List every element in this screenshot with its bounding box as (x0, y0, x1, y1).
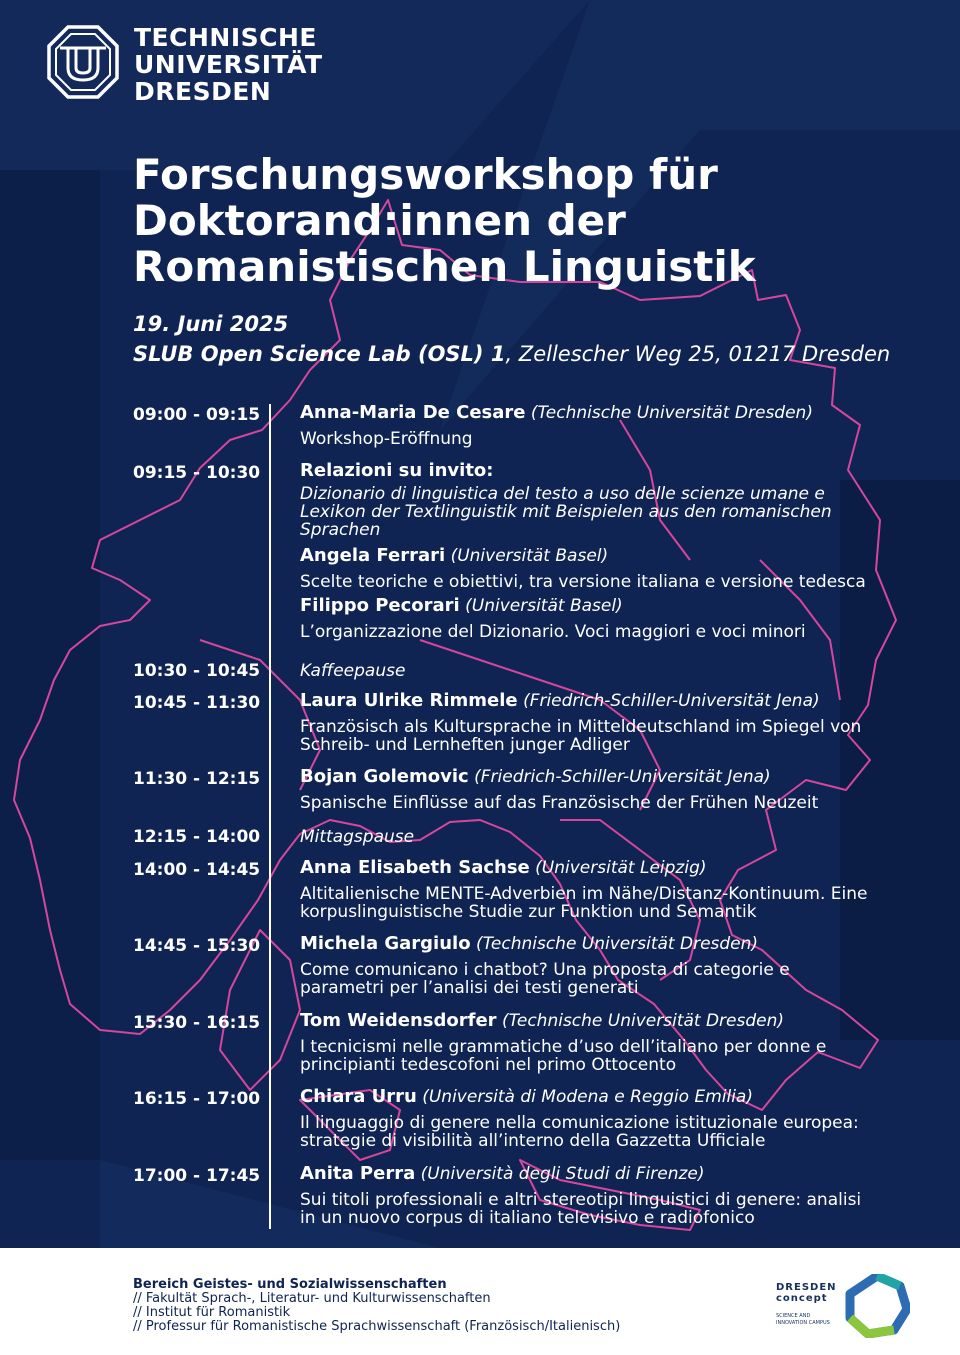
venue-address: , Zellescher Weg 25, 01217 Dresden (505, 342, 891, 366)
speaker-name: Anna Elisabeth Sachse (300, 857, 530, 878)
break-label: Kaffeepause (300, 661, 406, 681)
talk-title: Sui titoli professionali e altri stereotipi linguistici di genere: analisi in un nuovo corpus di italiano televisivo e radiofonico (300, 1190, 862, 1228)
slot-content (300, 462, 870, 641)
faculty-line: Bereich Geistes- und Sozialwissenschaften (133, 1277, 447, 1292)
slot-time: 10:30 - 10:45 (133, 661, 261, 681)
logo-line: DRESDEN (134, 77, 272, 106)
talk-title: Come comunicano i chatbot? Una proposta di categorie e parametri per l’analisi dei testi generati (300, 960, 790, 998)
page-title (133, 152, 913, 290)
partner-name-line: concept (776, 1293, 828, 1304)
faculty-line: // Professur für Romanistische Sprachwissenschaft (Französisch/Italienisch) (133, 1319, 621, 1334)
speaker-institution: (Friedrich-Schiller-Universität Jena) (523, 691, 820, 711)
speaker-name: Tom Weidensdorfer (300, 1010, 497, 1031)
university-name (134, 24, 323, 105)
faculty-line: // Institut für Romanistik (133, 1305, 291, 1320)
footer (0, 1248, 960, 1355)
slot-time: 09:15 - 10:30 (133, 463, 261, 483)
slot-content (300, 404, 870, 448)
slot-time: 14:00 - 14:45 (133, 860, 261, 880)
slot-content (300, 859, 870, 921)
slot-content (300, 828, 870, 846)
slot-content (300, 768, 870, 812)
speaker-institution: (Universität Basel) (465, 596, 623, 616)
slot-time: 12:15 - 14:00 (133, 827, 261, 847)
speaker-institution: (Technische Universität Dresden) (501, 1011, 785, 1031)
slot-time: 15:30 - 16:15 (133, 1013, 261, 1033)
event-date: 19. Juni 2025 (133, 312, 289, 336)
faculty-line: // Fakultät Sprach-, Literatur- und Kulturwissenschaften (133, 1291, 491, 1306)
speaker-name: Filippo Pecorari (300, 595, 460, 616)
venue-name: SLUB Open Science Lab (OSL) 1 (133, 342, 506, 366)
talk-title: Altitalienische MENTE-Adverbien im Nähe/Distanz-Kontinuum. Eine korpuslinguistische Studie zur Funktion und Semantik (300, 884, 868, 922)
talk-title: Il linguaggio di genere nella comunicazione istituzionale europea: strategie di visibilità all’interno della Gazzetta Ufficiale (300, 1113, 859, 1151)
slot-content (300, 1012, 870, 1074)
title-line: Doktorand:innen der (133, 196, 626, 245)
partner-name (776, 1282, 837, 1304)
partner-name-line: DRESDEN (776, 1282, 837, 1293)
tu-dresden-emblem-icon (46, 24, 120, 100)
event-venue (133, 340, 890, 368)
talk-title: Workshop-Eröffnung (300, 429, 473, 449)
tu-dresden-logo (46, 24, 323, 105)
talk-title: Scelte teoriche e obiettivi, tra versione italiana e versione tedesca (300, 572, 866, 592)
dresden-concept-emblem-icon (844, 1274, 910, 1338)
slot-time: 10:45 - 11:30 (133, 693, 261, 713)
slot-time: 09:00 - 09:15 (133, 405, 261, 425)
timeline-divider (269, 404, 271, 1229)
speaker-name: Anna-Maria De Cesare (300, 402, 526, 423)
partner-subtitle (776, 1313, 830, 1327)
speaker-institution: (Università di Modena e Reggio Emilia) (422, 1087, 753, 1107)
slot-content (300, 692, 870, 754)
speaker-name: Laura Ulrike Rimmele (300, 690, 518, 711)
slot-time: 16:15 - 17:00 (133, 1089, 261, 1109)
session-heading: Relazioni su invito: (300, 460, 494, 481)
slot-time: 11:30 - 12:15 (133, 769, 261, 789)
slot-content (300, 1088, 870, 1150)
title-line: Romanistischen Linguistik (133, 242, 756, 291)
faculty-info (133, 1278, 620, 1334)
talk-title: Französisch als Kultursprache in Mitteldeutschland im Spiegel von Schreib- und Lernheften junger Adliger (300, 717, 862, 755)
session-subtitle: Dizionario di linguistica del testo a uso delle scienze umane e Lexikon der Textlinguistik mit Beispielen aus den romanischen Sprachen (300, 484, 832, 540)
speaker-institution: (Universität Basel) (450, 546, 609, 566)
speaker-institution: (Università degli Studi di Firenze) (420, 1164, 705, 1184)
partner-sub-line: INNOVATION CAMPUS (776, 1320, 830, 1326)
speaker-name: Michela Gargiulo (300, 933, 471, 954)
speaker-institution: (Universität Leipzig) (535, 858, 707, 878)
talk-title: L’organizzazione del Dizionario. Voci maggiori e voci minori (300, 622, 806, 642)
slot-content (300, 935, 870, 997)
logo-line: UNIVERSITÄT (134, 50, 323, 79)
dresden-concept-logo (776, 1274, 936, 1338)
break-label: Mittagspause (300, 827, 415, 847)
title-line: Forschungsworkshop für (133, 150, 718, 199)
slot-time: 14:45 - 15:30 (133, 936, 261, 956)
slot-content (300, 662, 870, 680)
talk-title: I tecnicismi nelle grammatiche d’uso dell’italiano per donne e principianti tedescofoni nel primo Ottocento (300, 1037, 827, 1075)
speaker-institution: (Friedrich-Schiller-Universität Jena) (474, 767, 771, 787)
speaker-name: Angela Ferrari (300, 545, 446, 566)
speaker-name: Bojan Golemovic (300, 766, 469, 787)
speaker-name: Chiara Urru (300, 1086, 417, 1107)
logo-line: TECHNISCHE (134, 23, 317, 52)
speaker-institution: (Technische Universität Dresden) (475, 934, 759, 954)
speaker-name: Anita Perra (300, 1163, 416, 1184)
partner-sub-line: SCIENCE AND (776, 1313, 811, 1319)
speaker-institution: (Technische Universität Dresden) (530, 403, 813, 423)
slot-content (300, 1165, 870, 1227)
talk-title: Spanische Einflüsse auf das Französische der Frühen Neuzeit (300, 793, 819, 813)
slot-time: 17:00 - 17:45 (133, 1166, 261, 1186)
